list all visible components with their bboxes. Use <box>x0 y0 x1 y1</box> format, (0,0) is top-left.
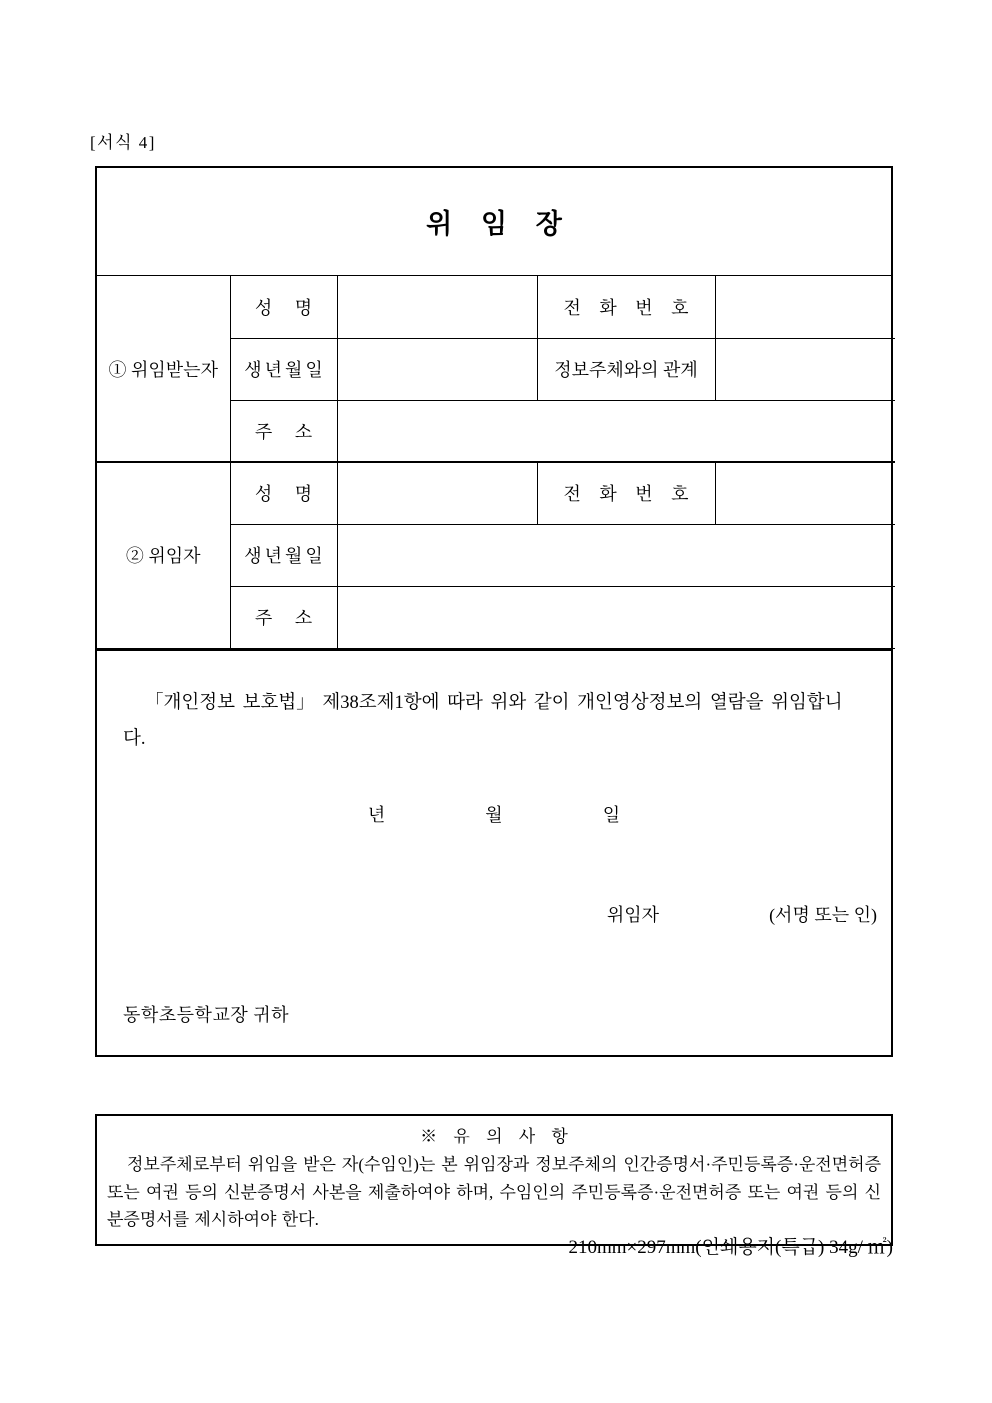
label-phone-2: 전 화 번 호 <box>537 462 715 524</box>
label-address-1: 주 소 <box>230 400 337 462</box>
table-row <box>97 462 895 524</box>
field-name-1[interactable] <box>337 276 537 338</box>
date-month-label: 월 <box>485 804 503 825</box>
field-phone-2[interactable] <box>715 462 895 524</box>
statement-area <box>97 649 891 1055</box>
field-phone-1[interactable] <box>715 276 895 338</box>
label-birthdate-1: 생년월일 <box>230 338 337 400</box>
label-relation-1: 정보주체와의 관계 <box>537 338 715 400</box>
label-name-2: 성 명 <box>230 462 337 524</box>
page-title: 위 임 장 <box>426 209 573 239</box>
notice-body: 정보주체로부터 위임을 받은 자(수임인)는 본 위임장과 정보주체의 인간증명서·주민등록증·운전면허증 또는 여권 등의 신분증명서 사본을 제출하여야 하며, 수임인의 주민등록증·운전면허증 또는 여권 등의 신분증명서를 제시하여야 한다. <box>107 1155 881 1230</box>
date-year-label: 년 <box>367 804 386 825</box>
field-address-2[interactable] <box>337 586 895 648</box>
title-band <box>97 168 891 276</box>
table-row <box>97 276 895 338</box>
party-label-delegate: ① 위임받는자 <box>97 276 230 462</box>
notice-title: ※ 유 의 사 항 <box>420 1127 574 1146</box>
paper-spec-footer: 210mm×297mm(인쇄용지(특급) 34g/ ㎡) <box>568 1237 893 1258</box>
field-birthdate-2[interactable] <box>337 524 895 586</box>
legal-statement: 「개인정보 보호법」 제38조제1항에 따라 위와 같이 개인영상정보의 열람을 위임합니다. <box>123 692 843 749</box>
field-relation-1[interactable] <box>715 338 895 400</box>
date-line <box>97 801 891 827</box>
label-phone-1: 전 화 번 호 <box>537 276 715 338</box>
date-day-label: 일 <box>602 804 621 825</box>
label-birthdate-2: 생년월일 <box>230 524 337 586</box>
signature-line <box>607 901 877 927</box>
field-name-2[interactable] <box>337 462 537 524</box>
label-name-1: 성 명 <box>230 276 337 338</box>
party-label-delegator: ② 위임자 <box>97 462 230 648</box>
delegation-form-box <box>95 166 893 1057</box>
field-address-1[interactable] <box>337 400 895 462</box>
form-number-tag: [서식 4] <box>90 133 156 152</box>
signature-note: (서명 또는 인) <box>769 904 877 925</box>
notice-box <box>95 1114 893 1246</box>
party-info-table <box>97 276 895 649</box>
signature-role-label: 위임자 <box>606 904 660 925</box>
label-address-2: 주 소 <box>230 586 337 648</box>
field-birthdate-1[interactable] <box>337 338 537 400</box>
recipient-line: 동학초등학교장 귀하 <box>123 1004 289 1025</box>
